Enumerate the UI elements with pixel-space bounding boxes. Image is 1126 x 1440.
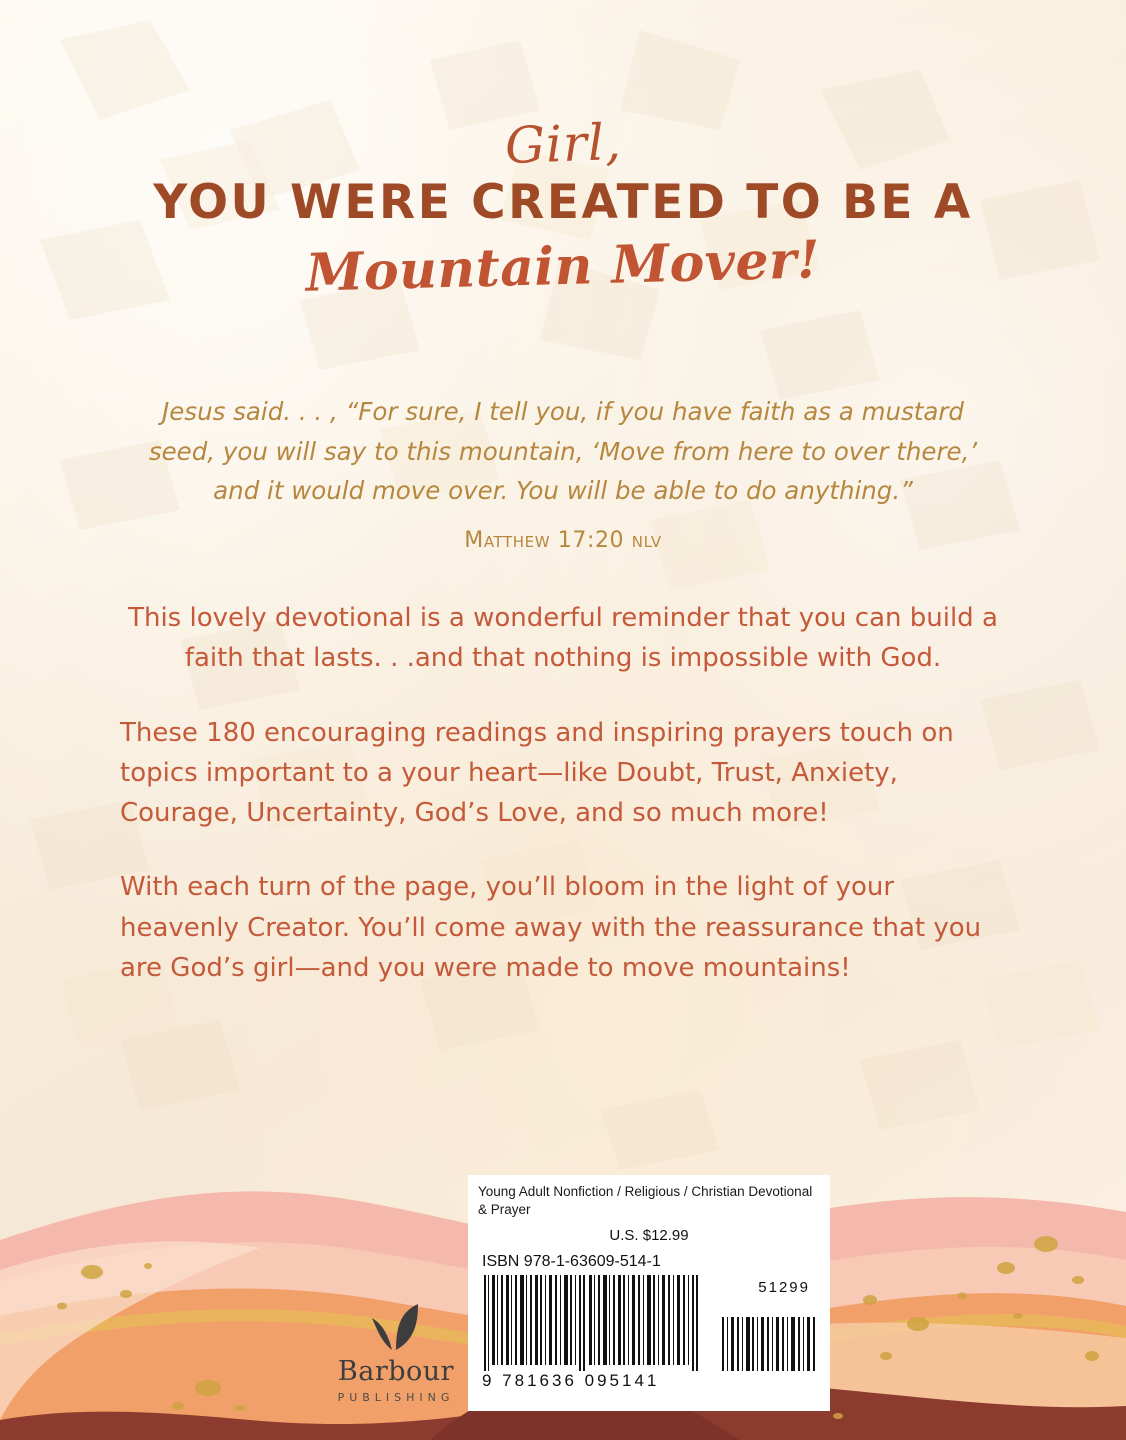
description-paragraph: With each turn of the page, you’ll bloom in the light of your heavenly Creator. You’ll come away with the reassurance that you are God’s girl—and you were made to move mountains! bbox=[120, 872, 982, 984]
headline-line-2: YOU WERE CREATED TO BE A bbox=[153, 174, 973, 230]
open-book-icon bbox=[296, 1298, 496, 1354]
barcode-digits: 9 781636 095141 bbox=[482, 1371, 660, 1391]
cover-headline bbox=[0, 112, 1126, 304]
bisac-category: Young Adult Nonfiction / Religious / Christian Devotional & Prayer bbox=[478, 1184, 813, 1217]
ean5-addon-barcode bbox=[718, 1297, 818, 1371]
headline-line-1: Girl, bbox=[503, 112, 623, 176]
publisher-tagline: PUBLISHING bbox=[337, 1391, 455, 1404]
publisher-name: Barbour bbox=[337, 1356, 455, 1387]
description-paragraph: These 180 encouraging readings and inspiring prayers touch on topics important to a your heart—like Doubt, Trust, Anxiety, Courage, Uncertainty, God’s Love, and so much more! bbox=[120, 717, 954, 829]
price-label: U.S. $12.99 bbox=[609, 1227, 689, 1245]
scripture-text: Jesus said. . . , “For sure, I tell you, if you have faith as a mustard seed, you will say to this mountain, ‘Move from here to over there,’ and it would move over. You will be able to do anything.” bbox=[148, 397, 978, 506]
description-paragraph: This lovely devotional is a wonderful reminder that you can build a faith that lasts. . .and that nothing is impossible with God. bbox=[128, 603, 998, 674]
isbn-label: ISBN 978-1-63609-514-1 bbox=[482, 1253, 661, 1271]
scripture-block bbox=[140, 392, 986, 559]
barcode-group bbox=[478, 1275, 820, 1391]
ean13-barcode bbox=[482, 1275, 706, 1371]
scripture-reference: Matthew 17:20 nlv bbox=[464, 528, 662, 554]
publisher-logo bbox=[296, 1298, 496, 1404]
isbn-barcode-panel bbox=[468, 1175, 830, 1411]
addon-digits: 51299 bbox=[758, 1279, 810, 1297]
headline-line-3: Mountain Mover! bbox=[305, 229, 821, 304]
cover-description bbox=[120, 598, 1006, 1022]
